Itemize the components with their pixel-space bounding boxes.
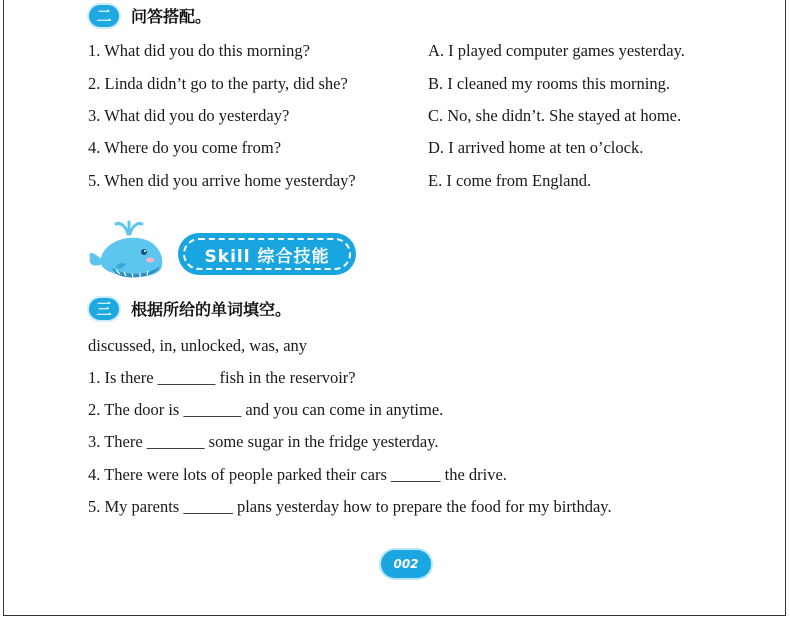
answer-a: A. I played computer games yesterday. xyxy=(428,41,685,60)
skill-label-pill xyxy=(178,233,356,275)
section-3-badge: 三 xyxy=(89,298,119,320)
question-2: 2. Linda didn’t go to the party, did she? xyxy=(88,74,348,93)
word-bank: discussed, in, unlocked, was, any xyxy=(88,336,308,355)
page-number: 002 xyxy=(381,550,431,578)
fill-sentence-2: 2. The door is _______ and you can come in anytime. xyxy=(88,400,444,419)
whale-icon xyxy=(86,216,186,282)
section-3-heading xyxy=(89,297,291,320)
fill-sentence-4: 4. There were lots of people parked their cars ______ the drive. xyxy=(88,465,507,484)
answer-b: B. I cleaned my rooms this morning. xyxy=(428,74,670,93)
answer-e: E. I come from England. xyxy=(428,171,592,190)
section-2-title: 问答搭配。 xyxy=(131,7,212,26)
fill-sentence-3: 3. There _______ some sugar in the fridge yesterday. xyxy=(88,432,439,451)
fill-sentence-5: 5. My parents ______ plans yesterday how to prepare the food for my birthday. xyxy=(88,497,612,516)
answer-d: D. I arrived home at ten o’clock. xyxy=(428,138,644,157)
answer-c: C. No, she didn’t. She stayed at home. xyxy=(428,106,682,125)
question-3: 3. What did you do yesterday? xyxy=(88,106,290,125)
skill-banner xyxy=(86,216,366,282)
question-1: 1. What did you do this morning? xyxy=(88,41,310,60)
skill-label: Skill 综合技能 xyxy=(183,238,351,270)
section-3-title: 根据所给的单词填空。 xyxy=(131,300,292,319)
question-5: 5. When did you arrive home yesterday? xyxy=(88,171,356,190)
fill-sentence-1: 1. Is there _______ fish in the reservoir? xyxy=(88,368,356,387)
section-2-heading xyxy=(89,4,211,27)
section-2-badge: 二 xyxy=(89,5,119,27)
question-4: 4. Where do you come from? xyxy=(88,138,282,157)
